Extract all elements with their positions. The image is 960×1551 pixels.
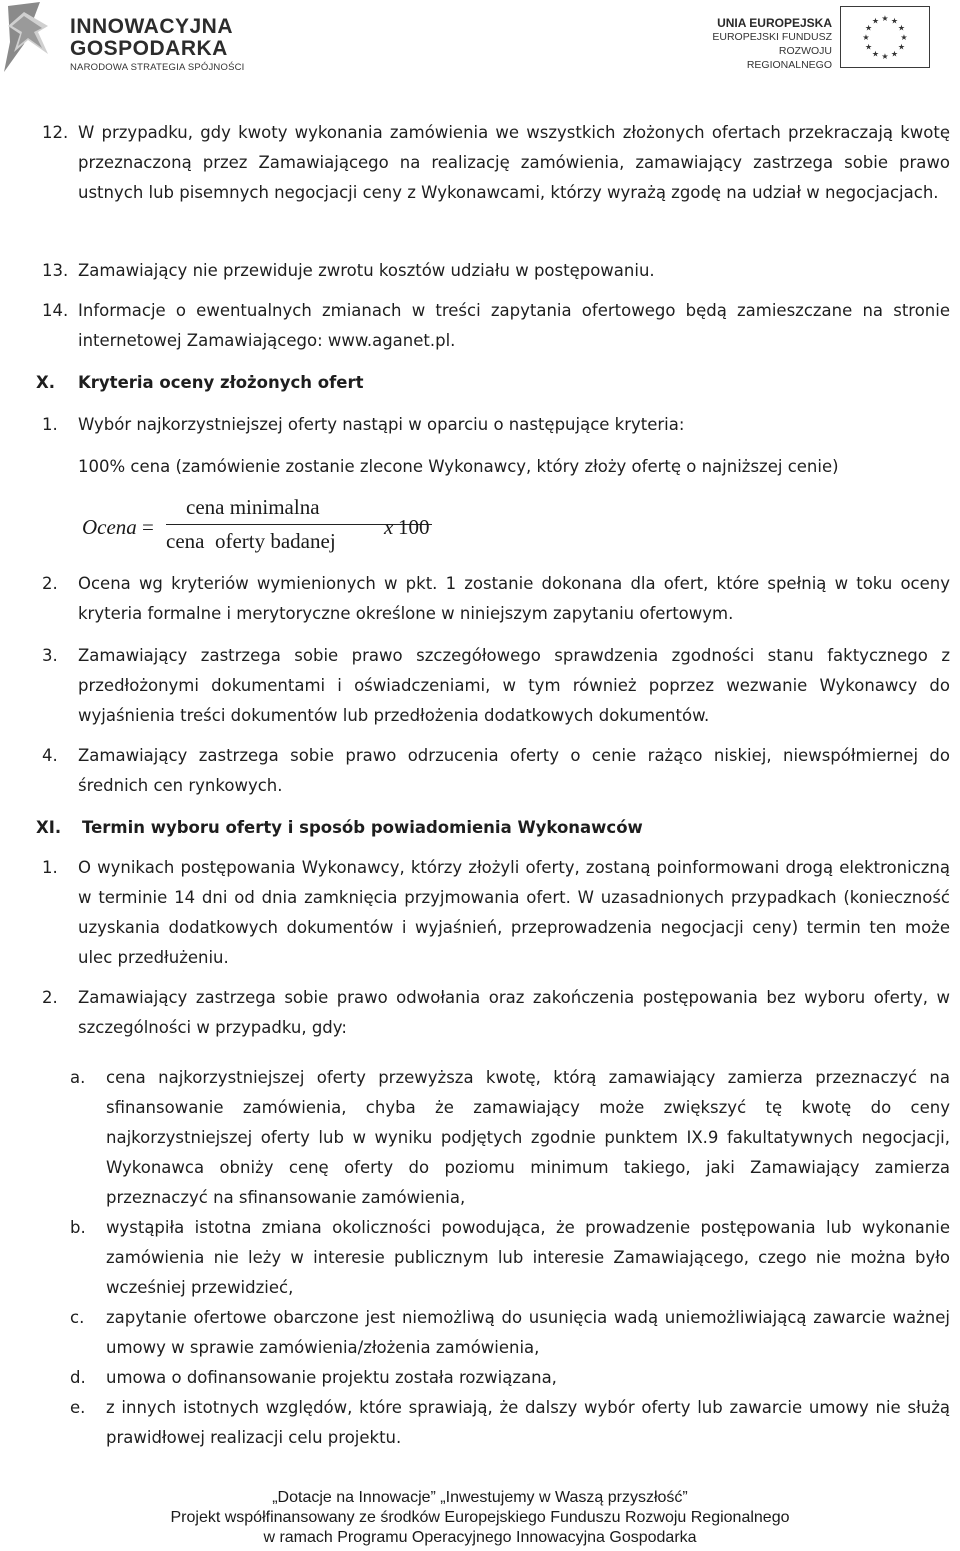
footer-line2: Projekt współfinansowany ze środków Europejskiego Funduszu Rozwoju Regionalnego bbox=[170, 1509, 790, 1526]
formula-denominator: cena oferty badanej bbox=[166, 529, 336, 553]
subpoint-letter: d. bbox=[70, 1368, 86, 1387]
logo-title-line2: GOSPODARKA bbox=[70, 37, 228, 60]
subpoint-text: cena najkorzystniejszej oferty przewyższa kwotę, którą zamawiający zamierza przeznaczyć na sfinansowanie zamówienia, chyba że zamawiający może zwiększyć tę kwotę do ceny najkorzystniejszej oferty lub w wyniku podjętych zgodnie punktem IX.9 fakultatywnych negocjacji, Wykonawca obniży cenę oferty do poziomu minimum takiego, jaki Zamawiający zamierza przeznaczyć na sfinansowanie zamówienia, bbox=[106, 1068, 950, 1207]
point-number: 1. bbox=[42, 415, 58, 434]
eu-star: ★ bbox=[864, 42, 873, 52]
point-text: Wybór najkorzystniejszej oferty nastąpi w oparciu o następujące kryteria: bbox=[78, 415, 685, 434]
footer-line3: w ramach Programu Operacyjnego Innowacyjna Gospodarka bbox=[263, 1529, 697, 1546]
point-text: W przypadku, gdy kwoty wykonania zamówienia we wszystkich złożonych ofertach przekraczają kwotę przeznaczoną przez Zamawiającego na realizację zamówienia, zamawiający zastrzega sobie prawo ustnych lub pisemnych negocjacji ceny z Wykonawcami, którzy wyrażą zgodę na udział w negocjacjach. bbox=[78, 123, 950, 202]
footer-line1: „Dotacje na Innowacje” „Inwestujemy w Waszą przyszłość” bbox=[272, 1489, 688, 1506]
criteria-text: 100% cena (zamówienie zostanie zlecone Wykonawcy, który złoży ofertę o najniższej cenie) bbox=[78, 457, 839, 476]
point-number: 12. bbox=[42, 123, 69, 142]
eu-star: ★ bbox=[871, 16, 880, 26]
point-number: 13. bbox=[42, 261, 69, 280]
star-swoosh-icon bbox=[4, 2, 64, 76]
eu-flag-icon bbox=[840, 6, 930, 68]
section-number: X. bbox=[36, 373, 55, 392]
eu-star: ★ bbox=[862, 33, 870, 42]
section-title: Termin wyboru oferty i sposób powiadomienia Wykonawców bbox=[82, 818, 643, 837]
eu-star: ★ bbox=[897, 42, 906, 52]
eu-logo-text bbox=[702, 16, 832, 72]
logo-title-line1: INNOWACYJNA bbox=[70, 15, 234, 38]
point-number: 4. bbox=[42, 746, 58, 765]
point-text: Zamawiający zastrzega sobie prawo szczegółowego sprawdzenia zgodności stanu faktycznego z przedłożonymi dokumentami i oświadczeniami, w tym również poprzez wezwanie Wykonawcy do wyjaśnienia treści dokumentów lub przedłożenia dodatkowych dokumentów. bbox=[78, 646, 950, 725]
subpoint-text: wystąpiła istotna zmiana okoliczności powodująca, że prowadzenie postępowania lub wykonanie zamówienia nie leży w interesie publicznym lub interesie Zamawiającego, czego nie można było wcześniej przewidzieć, bbox=[106, 1218, 950, 1297]
point-number: 2. bbox=[42, 988, 58, 1007]
score-formula bbox=[82, 492, 430, 562]
point-text: Zamawiający nie przewiduje zwrotu kosztów udziału w postępowaniu. bbox=[78, 261, 655, 280]
eu-line2: EUROPEJSKI FUNDUSZ bbox=[712, 31, 832, 43]
point-text: Ocena wg kryteriów wymienionych w pkt. 1 zostanie dokonana dla ofert, które spełnią w toku oceny kryteria formalne i merytoryczne określone w niniejszym zapytaniu ofertowym. bbox=[78, 574, 950, 623]
subpoint-text: zapytanie ofertowe obarczone jest niemożliwą do usunięcia wadą uniemożliwiającą zawarcie ważnej umowy w sprawie zamówienia/złożenia zamówienia, bbox=[106, 1308, 950, 1357]
point-text: Zamawiający zastrzega sobie prawo odrzucenia oferty o cenie rażąco niskiej, niewspółmiernej do średnich cen rynkowych. bbox=[78, 746, 950, 795]
point-number: 3. bbox=[42, 646, 58, 665]
subpoint-text: umowa o dofinansowanie projektu została rozwiązana, bbox=[106, 1368, 557, 1387]
eu-star: ★ bbox=[900, 33, 908, 42]
formula-numerator: cena minimalna bbox=[186, 495, 320, 519]
eu-logo bbox=[702, 6, 930, 72]
logo-subtitle: NARODOWA STRATEGIA SPÓJNOŚCI bbox=[70, 62, 245, 73]
eu-line1: UNIA EUROPEJSKA bbox=[717, 16, 832, 30]
eu-star: ★ bbox=[881, 52, 889, 61]
innowacyjna-gospodarka-logo bbox=[4, 2, 264, 78]
formula-multiplier: 100 bbox=[398, 515, 430, 539]
subpoint-letter: a. bbox=[70, 1068, 86, 1087]
formula-lhs: Ocena bbox=[82, 515, 137, 539]
eu-star: ★ bbox=[881, 14, 889, 23]
eu-star: ★ bbox=[890, 49, 899, 59]
formula-equals: = bbox=[142, 515, 154, 539]
subpoint-letter: c. bbox=[70, 1308, 85, 1327]
point-number: 1. bbox=[42, 858, 58, 877]
subpoint-text: z innych istotnych względów, które sprawiają, że dalszy wybór oferty lub zawarcie umowy nie służą prawidłowej realizacji celu projektu. bbox=[106, 1398, 950, 1447]
section-number: XI. bbox=[36, 818, 62, 837]
subpoint-letter: e. bbox=[70, 1398, 86, 1417]
eu-star: ★ bbox=[864, 23, 873, 33]
point-number: 2. bbox=[42, 574, 58, 593]
eu-line3: ROZWOJU REGIONALNEGO bbox=[746, 45, 832, 71]
point-text: Informacje o ewentualnych zmianach w treści zapytania ofertowego będą zamieszczane na stronie internetowej Zamawiającego: www.aganet.pl. bbox=[78, 301, 950, 350]
eu-star: ★ bbox=[890, 16, 899, 26]
formula-times: x bbox=[384, 515, 394, 539]
point-text: O wynikach postępowania Wykonawcy, którzy złożyli oferty, zostaną poinformowani drogą elektroniczną w terminie 14 dni od dnia zamknięcia przyjmowania ofert. W uzasadnionych przypadkach (konieczność uzyskania dodatkowych dokumentów i wyjaśnień, przeprowadzenia negocjacji ceny) termin ten może ulec przedłużeniu. bbox=[78, 858, 950, 967]
point-text: Zamawiający zastrzega sobie prawo odwołania oraz zakończenia postępowania bez wyboru oferty, w szczególności w przypadku, gdy: bbox=[78, 988, 950, 1037]
eu-star: ★ bbox=[897, 23, 906, 33]
page-header bbox=[0, 0, 960, 80]
section-title: Kryteria oceny złożonych ofert bbox=[78, 373, 364, 392]
page-footer bbox=[0, 1488, 960, 1548]
eu-star: ★ bbox=[871, 49, 880, 59]
point-number: 14. bbox=[42, 301, 69, 320]
subpoint-letter: b. bbox=[70, 1218, 86, 1237]
